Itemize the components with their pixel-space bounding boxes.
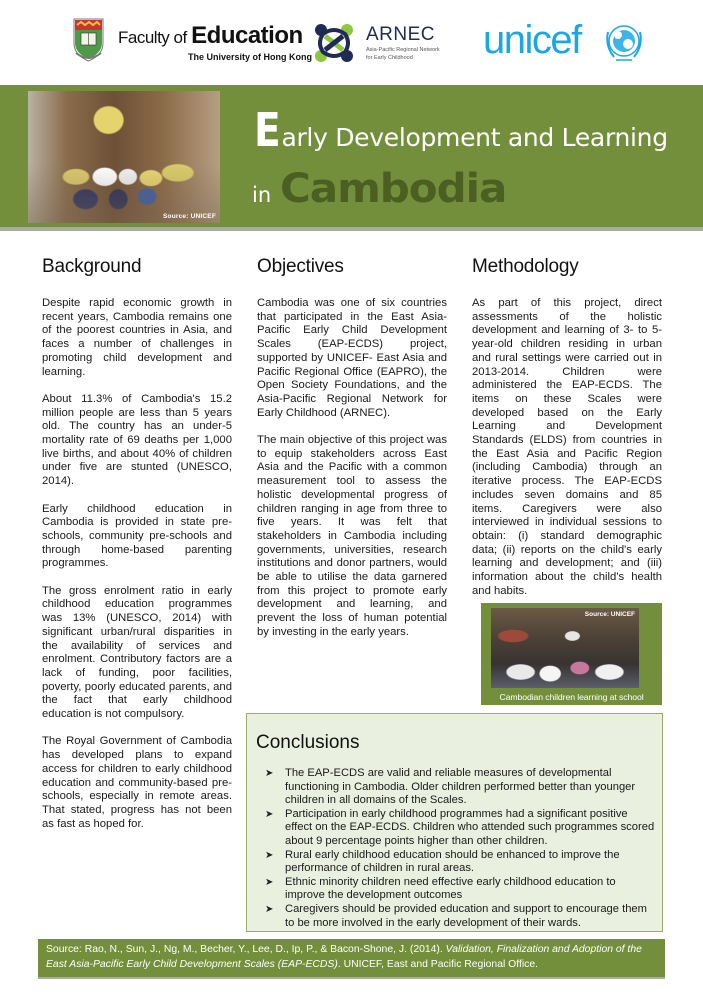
hku-faculty-name: Education (191, 22, 303, 49)
methodology-photo-frame (481, 603, 662, 705)
arnec-subtitle-2: for Early Childhood (366, 55, 413, 61)
methodology-paragraph: As part of this project, direct assessments of the holistic development and learning of 3- to 5-year-old children residing in urban and rural settings were carried out in 2013-2014. Children were administered the EAP-ECDS. The items on these Scales were developed based on the Early Learning and Development Standards (ELDS) from countries in the East Asia and Pacific Region (including Cambodia) through an iterative process. The EAP-ECDS includes seven domains and 85 items. Caregivers were also interviewed in individual sessions to obtain: (i) standard demographic data; (ii) reports on the child's early learning and development; and (iii) information about the child's health and habits. (472, 297, 662, 597)
background-paragraph: About 11.3% of Cambodia's 15.2 million people are less than 5 years old. The country has an under-5 mortality rate of 69 deaths per 1,000 live births, and about 40% of children under five are stunted (UNESCO, 2014). (42, 392, 232, 488)
unicef-emblem-icon (604, 22, 644, 64)
arrow-bullet-icon: ➤ (265, 768, 274, 779)
photo-credit: Source: UNICEF (162, 213, 216, 220)
photo-caption: Cambodian children learning at school (499, 692, 644, 702)
source-citation (38, 939, 665, 979)
hku-faculty-logo (118, 22, 313, 62)
arrow-bullet-icon: ➤ (265, 808, 274, 820)
logo-bar (0, 0, 703, 80)
arrow-bullet-icon: ➤ (265, 849, 274, 861)
conclusion-text: The EAP-ECDS are valid and reliable measures of developmental functioning in Cambodia. Older children performed better than younger children in all domains of the Scales. (285, 767, 636, 807)
objectives-section (257, 256, 447, 653)
background-paragraph: Despite rapid economic growth in recent years, Cambodia remains one of the poorest countries in Asia, and faces a number of challenges in promoting child development and learning. (42, 297, 232, 378)
arrow-bullet-icon: ➤ (265, 903, 274, 915)
citation-authors: Source: Rao, N., Sun, J., Ng, M., Becher, Y., Lee, D., Ip, P., & Bacon-Shone, J. (2014). (46, 944, 446, 955)
hku-university-name: The University of Hong Kong (188, 52, 313, 62)
title-in: in (252, 183, 272, 207)
methodology-heading: Methodology (472, 256, 579, 277)
page-subtitle (252, 166, 506, 212)
arnec-network-icon (313, 22, 355, 64)
children-learning-photo (491, 608, 639, 688)
conclusion-text: Participation in early childhood programmes had a significant positive effect on the EAP-ECDS. Children who attended such programmes scored about 9 percentage points higher than other children. (285, 807, 655, 847)
unicef-logo: unicef (483, 18, 581, 62)
background-heading: Background (42, 256, 142, 277)
photo-credit: Source: UNICEF (584, 611, 635, 618)
page-title (254, 103, 668, 157)
title-country: Cambodia (279, 166, 506, 212)
background-section (42, 256, 232, 845)
list-item (265, 876, 657, 903)
background-paragraph: The Royal Government of Cambodia has developed plans to expand access for children to early childhood education and community-based pre-schools, especially in remote areas. That stated, progress has not been as fast as hoped for. (42, 735, 232, 830)
banner-divider (0, 227, 703, 231)
title-dropcap: E (254, 103, 281, 157)
objectives-paragraph: Cambodia was one of six countries that participated in the East Asia-Pacific Early Child Development Scales (EAP-ECDS) project, supported by UNICEF- East Asia and Pacific Regional Office (EAPRO), the Open Society Foundations, and the Asia-Pacific Regional Network for Early Childhood (ARNEC). (257, 297, 447, 419)
conclusion-text: Rural early childhood education should be enhanced to improve the performance of children in rural areas. (285, 848, 620, 875)
children-classroom-photo (28, 91, 220, 223)
conclusion-text: Caregivers should be provided education and support to encourage them to be more involved in the early development of their wards. (285, 902, 647, 929)
university-crest-icon (72, 17, 105, 63)
methodology-section (472, 256, 662, 612)
list-item (265, 849, 657, 876)
arnec-subtitle-1: Asia-Pacific Regional Network (366, 47, 440, 53)
conclusions-list (265, 767, 657, 930)
list-item (265, 903, 657, 930)
arnec-logo (366, 24, 440, 62)
objectives-paragraph: The main objective of this project was to equip stakeholders across East Asia and the Pacific with a common measurement tool to assess the holistic developmental progress of children ranging in age from three to five years. It was felt that stakeholders in Cambodia including governments, universities, research institutions and donor partners, would be able to utilise the data garnered from this project to promote early development and learning, and prevent the loss of human potential by investing in the early years. (257, 434, 447, 638)
title-banner (0, 85, 703, 227)
citation-publisher: . UNICEF, East and Pacific Regional Office. (337, 959, 539, 970)
background-paragraph: Early childhood education in Cambodia is provided in state pre-schools, community pre-schools and through home-based parenting programmes. (42, 502, 232, 570)
list-item (265, 808, 657, 849)
conclusions-heading: Conclusions (256, 732, 360, 753)
background-paragraph: The gross enrolment ratio in early childhood education programmes was 13% (UNESCO, 2014) with significant urban/rural disparities in the availability of services and enrolment. Contributory factors are a lack of funding, poor facilities, poverty, poorly educated parents, and the fact that early childhood education is not compulsory. (42, 584, 232, 721)
conclusions-box (246, 713, 663, 932)
arnec-name: ARNEC (366, 24, 436, 45)
title-text: arly Development and Learning (281, 123, 668, 152)
citation-title: Validation, Finalization and Adoption of the East Asia-Pacific Early Child Development Scales (EAP-ECDS) (46, 944, 642, 970)
hku-faculty-prefix: Faculty of (118, 28, 187, 47)
arrow-bullet-icon: ➤ (265, 876, 274, 888)
list-item (265, 767, 657, 808)
conclusion-text: Ethnic minority children need effective early childhood education to improve the development outcomes (285, 875, 616, 902)
objectives-heading: Objectives (257, 256, 344, 277)
